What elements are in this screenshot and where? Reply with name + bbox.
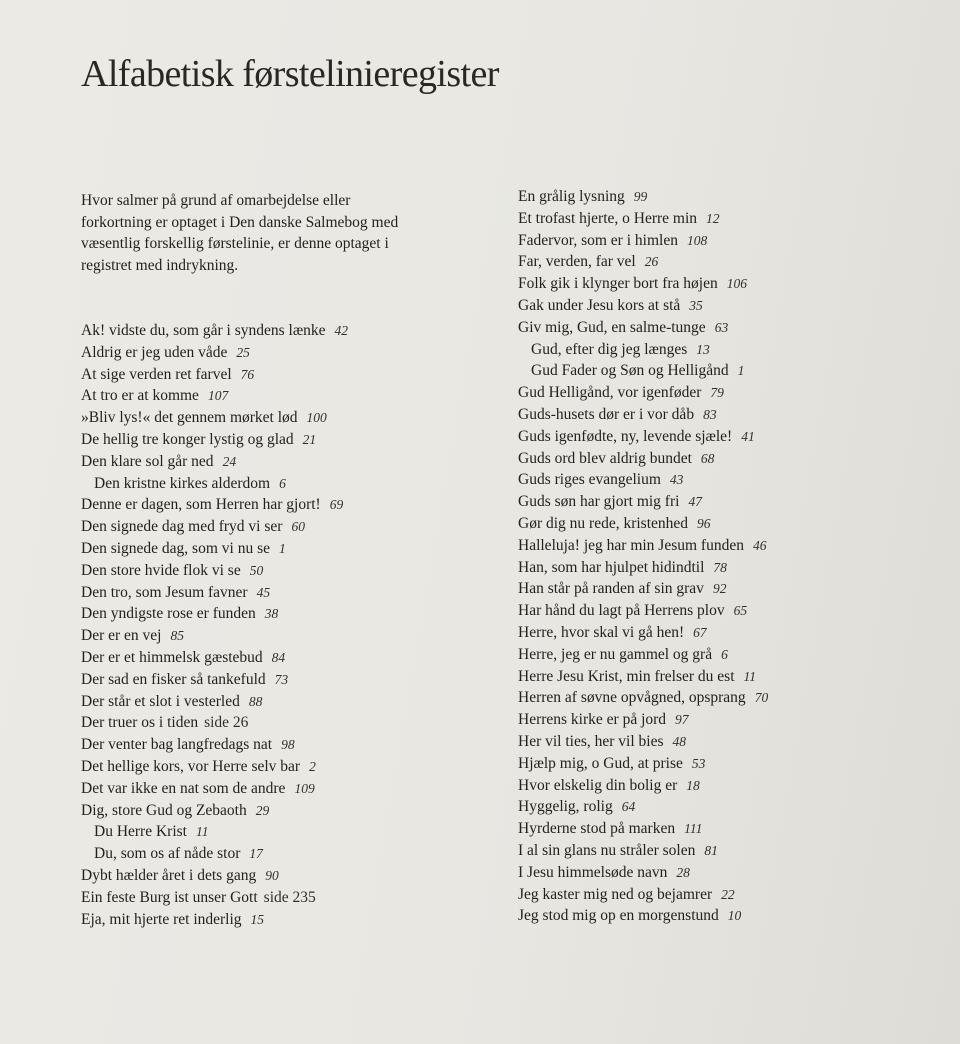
entry-first-line: At tro er at komme	[81, 387, 199, 405]
entry-first-line: Hyggelig, rolig	[518, 798, 613, 816]
index-entry	[518, 426, 938, 448]
index-entry	[518, 578, 938, 600]
entry-first-line: Hvor elskelig din bolig er	[518, 776, 678, 794]
entry-hymn-number: 69	[329, 497, 344, 513]
entry-hymn-number: 43	[669, 472, 684, 488]
entry-first-line: Den kristne kirkes alderdom	[94, 474, 271, 492]
entry-hymn-number: 13	[696, 341, 710, 357]
entry-first-line: Ein feste Burg ist unser Gott	[81, 888, 258, 906]
index-entry	[518, 557, 938, 579]
index-entry	[518, 862, 938, 884]
entry-hymn-number: 6	[721, 646, 728, 662]
entry-hymn-number: 26	[644, 254, 659, 270]
entry-first-line: Guds søn har gjort mig fri	[518, 493, 680, 511]
entry-first-line: Dybt hælder året i dets gang	[81, 866, 257, 884]
entry-first-line: Dig, store Gud og Zebaoth	[81, 801, 247, 819]
entry-hymn-number: 46	[752, 537, 767, 553]
entry-hymn-number: 12	[706, 210, 720, 226]
entry-hymn-number: 65	[733, 603, 748, 619]
index-entry	[81, 538, 481, 560]
entry-first-line: Den signede dag, som vi nu se	[81, 539, 270, 557]
index-entry	[518, 884, 938, 906]
entry-hymn-number: 18	[686, 777, 700, 793]
entry-hymn-number: 35	[689, 297, 703, 313]
entry-hymn-number: 53	[691, 755, 706, 771]
entry-first-line: Hjælp mig, o Gud, at prise	[518, 754, 683, 772]
entry-hymn-number: 84	[271, 649, 286, 665]
index-entry	[518, 273, 938, 295]
index-entry	[518, 360, 938, 382]
index-entry	[81, 385, 481, 407]
index-entry	[518, 382, 938, 404]
entry-hymn-number: 63	[714, 319, 729, 335]
entry-first-line: Gør dig nu rede, kristenhed	[518, 514, 689, 532]
index-entry	[518, 295, 938, 317]
index-entry	[518, 905, 938, 927]
entry-hymn-number: 22	[721, 886, 735, 902]
index-entry	[518, 600, 938, 622]
entry-hymn-number: 28	[676, 864, 690, 880]
entry-first-line: Gud Helligånd, vor igenføder	[518, 384, 702, 402]
entry-first-line: Den klare sol går ned	[81, 452, 214, 470]
entry-hymn-number: 1	[737, 363, 745, 379]
index-entry	[81, 734, 481, 756]
index-entry	[81, 342, 481, 364]
index-entry	[518, 251, 938, 273]
index-entry	[518, 535, 938, 557]
entry-hymn-number: 11	[195, 824, 209, 840]
entry-hymn-number: 70	[754, 690, 769, 706]
entry-hymn-number: 97	[675, 712, 689, 728]
entry-hymn-number: 83	[703, 406, 717, 422]
entry-first-line: Der sad en fisker så tankefuld	[81, 670, 266, 688]
right-column-list	[518, 186, 938, 927]
entry-first-line: Aldrig er jeg uden våde	[81, 343, 228, 361]
entry-first-line: Et trofast hjerte, o Herre min	[518, 209, 698, 227]
index-entry	[518, 644, 938, 666]
entry-first-line: En grålig lysning	[518, 188, 625, 205]
entry-first-line: Gud, efter dig jeg længes	[531, 340, 688, 358]
entry-hymn-number: 25	[236, 344, 250, 360]
entry-first-line: Guds igenfødte, ny, levende sjæle!	[518, 427, 733, 445]
entry-first-line: Herre Jesu Krist, min frelser du est	[518, 667, 735, 685]
index-entry	[81, 712, 481, 734]
index-entry	[81, 451, 481, 473]
entry-first-line: Herre, jeg er nu gammel og grå	[518, 645, 713, 663]
entry-first-line: Hyrderne stod på marken	[518, 820, 676, 838]
entry-first-line: »Bliv lys!« det gennem mørket lød	[81, 409, 298, 427]
entry-first-line: De hellig tre konger lystig og glad	[81, 430, 294, 448]
entry-first-line: Der truer os i tiden	[81, 714, 199, 732]
entry-first-line: Giv mig, Gud, en salme-tunge	[518, 318, 706, 336]
entry-hymn-number: 106	[726, 276, 747, 292]
entry-first-line: Den yndigste rose er funden	[81, 605, 256, 623]
entry-hymn-number: 6	[279, 475, 286, 491]
entry-hymn-number: side 235	[263, 888, 316, 906]
entry-first-line: Her vil ties, her vil bies	[518, 732, 664, 750]
entry-hymn-number: 29	[255, 802, 270, 818]
index-entry	[518, 513, 938, 535]
entry-hymn-number: 42	[334, 323, 349, 338]
index-entry	[518, 404, 938, 426]
entry-first-line: Gak under Jesu kors at stå	[518, 296, 681, 314]
entry-hymn-number: 79	[710, 385, 724, 401]
entry-hymn-number: 76	[240, 366, 255, 382]
entry-first-line: Du, som os af nåde stor	[94, 845, 241, 863]
entry-first-line: I Jesu himmelsøde navn	[518, 863, 668, 881]
index-entry	[81, 669, 481, 691]
index-entry	[518, 796, 938, 818]
index-entry	[81, 560, 481, 582]
entry-first-line: Der er en vej	[81, 627, 162, 645]
entry-hymn-number: 10	[727, 908, 742, 924]
entry-first-line: Far, verden, far vel	[518, 253, 636, 271]
entry-first-line: Folk gik i klynger bort fra højen	[518, 275, 718, 293]
entry-first-line: Du Herre Krist	[94, 823, 187, 841]
entry-first-line: Den store hvide flok vi se	[81, 561, 241, 579]
entry-first-line: Guds ord blev aldrig bundet	[518, 449, 692, 467]
entry-first-line: Eja, mit hjerte ret inderlig	[81, 910, 242, 928]
entry-hymn-number: 100	[306, 410, 327, 426]
entry-hymn-number: 38	[264, 606, 279, 622]
entry-hymn-number: 41	[741, 428, 755, 444]
index-entry	[518, 339, 938, 361]
entry-hymn-number: 67	[693, 624, 707, 640]
index-entry	[81, 429, 481, 451]
index-entry	[81, 909, 481, 931]
index-entry	[518, 775, 938, 797]
entry-hymn-number: 108	[686, 232, 708, 248]
index-entry	[81, 473, 481, 495]
index-entry	[518, 230, 938, 252]
entry-hymn-number: 48	[672, 733, 686, 749]
entry-first-line: Jeg kaster mig ned og bejamrer	[518, 885, 713, 903]
entry-hymn-number: 17	[249, 846, 263, 862]
index-entry	[518, 448, 938, 470]
index-entry	[81, 516, 481, 538]
index-entry	[518, 840, 938, 862]
index-entry	[81, 647, 481, 669]
index-entry	[518, 491, 938, 513]
index-entry	[81, 887, 481, 909]
entry-hymn-number: 45	[256, 584, 271, 600]
index-entry	[81, 603, 481, 625]
index-entry	[518, 622, 938, 644]
index-entry	[518, 818, 938, 840]
entry-first-line: Herren af søvne opvågned, opsprang	[518, 689, 746, 707]
index-entry	[81, 800, 481, 822]
entry-first-line: Det hellige kors, vor Herre selv bar	[81, 757, 301, 775]
entry-first-line: Herrens kirke er på jord	[518, 711, 667, 729]
entry-hymn-number: 107	[207, 388, 229, 404]
index-entry	[518, 709, 938, 731]
index-entry	[518, 317, 938, 339]
index-entry	[518, 186, 938, 208]
entry-first-line: Der venter bag langfredags nat	[81, 736, 273, 754]
entry-hymn-number: side 26	[204, 714, 249, 732]
index-entry	[81, 582, 481, 604]
index-entry	[518, 687, 938, 709]
entry-hymn-number: 68	[700, 450, 715, 466]
entry-first-line: Guds-husets dør er i vor dåb	[518, 405, 695, 423]
entry-hymn-number: 21	[302, 431, 317, 447]
entry-hymn-number: 99	[633, 189, 648, 204]
entry-hymn-number: 15	[250, 911, 265, 927]
entry-hymn-number: 96	[697, 515, 711, 531]
entry-first-line: Fadervor, som er i himlen	[518, 231, 678, 249]
entry-hymn-number: 109	[294, 780, 315, 796]
entry-hymn-number: 85	[170, 628, 184, 644]
entry-hymn-number: 1	[278, 540, 286, 556]
entry-hymn-number: 81	[704, 842, 718, 858]
entry-first-line: Den tro, som Jesum favner	[81, 583, 248, 601]
index-entry	[81, 625, 481, 647]
entry-first-line: Har hånd du lagt på Herrens plov	[518, 602, 725, 620]
entry-first-line: I al sin glans nu stråler solen	[518, 841, 696, 859]
index-entry	[518, 208, 938, 230]
index-entry	[518, 666, 938, 688]
index-entry	[81, 320, 481, 342]
entry-hymn-number: 24	[222, 453, 237, 469]
entry-hymn-number: 64	[621, 799, 636, 815]
entry-first-line: Ak! vidste du, som går i syndens lænke	[81, 322, 326, 339]
index-entry	[81, 865, 481, 887]
index-entry	[518, 469, 938, 491]
index-entry	[81, 821, 481, 843]
entry-first-line: Denne er dagen, som Herren har gjort!	[81, 496, 321, 514]
index-entry	[518, 753, 938, 775]
entry-hymn-number: 47	[688, 494, 702, 510]
entry-hymn-number: 73	[274, 671, 289, 687]
index-entry	[81, 778, 481, 800]
left-column-list	[81, 320, 481, 930]
page-title: Alfabetisk førstelinieregister	[81, 53, 499, 95]
index-entry	[81, 691, 481, 713]
index-entry	[81, 756, 481, 778]
intro-paragraph: Hvor salmer på grund af omarbejdelse eller forkortning er optaget i Den danske Salmebog med væsentlig forskellig førstelinie, er denne optaget i registret med indrykning.	[81, 192, 399, 274]
entry-hymn-number: 88	[248, 693, 263, 709]
entry-hymn-number: 2	[309, 758, 316, 774]
entry-hymn-number: 92	[712, 581, 727, 597]
entry-hymn-number: 111	[684, 821, 703, 837]
index-entry	[81, 494, 481, 516]
entry-first-line: Han står på randen af sin grav	[518, 580, 704, 598]
entry-hymn-number: 11	[743, 668, 757, 684]
index-entry	[518, 731, 938, 753]
entry-hymn-number: 90	[265, 867, 279, 883]
index-entry	[81, 407, 481, 429]
entry-first-line: Det var ikke en nat som de andre	[81, 779, 286, 797]
entry-hymn-number: 50	[249, 562, 264, 578]
entry-first-line: Jeg stod mig op en morgenstund	[518, 907, 719, 925]
entry-hymn-number: 60	[291, 519, 305, 535]
entry-hymn-number: 98	[281, 737, 295, 753]
index-entry	[81, 843, 481, 865]
index-entry	[81, 364, 481, 386]
entry-first-line: Guds riges evangelium	[518, 471, 661, 489]
entry-first-line: At sige verden ret farvel	[81, 365, 232, 383]
entry-first-line: Den signede dag med fryd vi ser	[81, 518, 283, 536]
entry-first-line: Halleluja! jeg har min Jesum funden	[518, 536, 744, 554]
entry-first-line: Der er et himmelsk gæstebud	[81, 648, 263, 666]
entry-hymn-number: 78	[713, 559, 727, 575]
entry-first-line: Herre, hvor skal vi gå hen!	[518, 623, 685, 641]
entry-first-line: Der står et slot i vesterled	[81, 692, 240, 710]
entry-first-line: Han, som har hjulpet hidindtil	[518, 558, 705, 576]
entry-first-line: Gud Fader og Søn og Helligånd	[531, 362, 729, 380]
